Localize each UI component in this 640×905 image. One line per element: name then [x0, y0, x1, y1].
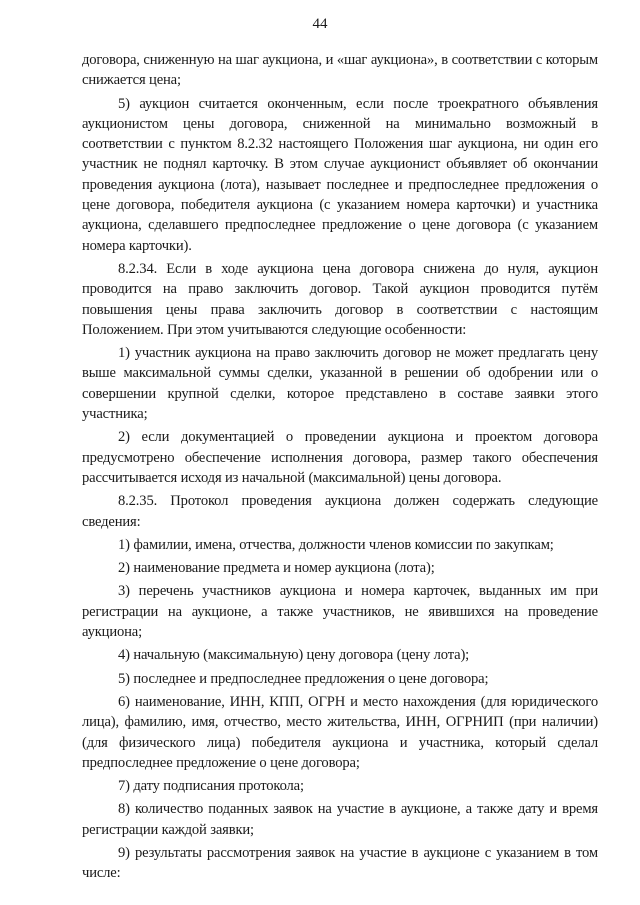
- paragraph-item-5-auction-ended: 5) аукцион считается оконченным, если после троекратного объявления аукционистом цены договора, сниженной на минимально возможный в соответствии с пунктом 8.2.32 настоящего Положения шаг аукциона, ни один его участник не поднял карточку. В этом случае аукционист объявляет об окончании проведения аукциона (лота), называет последнее и предпоследнее предложения о цене договора, победителя аукциона (с указанием номера карточки) и участника аукциона, сделавшего предпоследнее предложение о цене договора (с указанием номера карточки).: [82, 95, 598, 254]
- paragraph-clause-8-2-35-item-9: 9) результаты рассмотрения заявок на участие в аукционе с указанием в том числе:: [82, 844, 598, 882]
- paragraph-clause-8-2-34-item-2: 2) если документацией о проведении аукциона и проектом договора предусмотрено обеспечение исполнения договора, размер такого обеспечения рассчитывается исходя из начальной (максимальной) цены договора.: [82, 429, 598, 486]
- paragraph-clause-8-2-35: 8.2.35. Протокол проведения аукциона должен содержать следующие сведения:: [82, 493, 598, 530]
- paragraph-clause-8-2-35-item-5: 5) последнее и предпоследнее предложения о цене договора;: [118, 670, 489, 687]
- paragraph-clause-8-2-35-item-7: 7) дату подписания протокола;: [118, 778, 304, 795]
- paragraph-clause-8-2-35-item-4: 4) начальную (максимальную) цену договора (цену лота);: [118, 647, 470, 664]
- page-number: 44: [312, 16, 328, 32]
- paragraph-clause-8-2-34: 8.2.34. Если в ходе аукциона цена договора снижена до нуля, аукцион проводится на право заключить договор. Такой аукцион проводится путём повышения цены права заключить договор в соответствии с настоящим Положением. При этом учитываются следующие особенности:: [82, 260, 598, 338]
- paragraph-clause-8-2-35-item-1: 1) фамилии, имена, отчества, должности членов комиссии по закупкам;: [118, 536, 554, 553]
- paragraph-clause-8-2-35-item-2: 2) наименование предмета и номер аукциона (лота);: [118, 560, 435, 577]
- paragraph-clause-8-2-35-item-3: 3) перечень участников аукциона и номера карточек, выданных им при регистрации на аукционе, а также участников, не явившихся на проведение аукциона;: [82, 583, 598, 641]
- paragraph-clause-8-2-35-item-6: 6) наименование, ИНН, КПП, ОГРН и место нахождения (для юридического лица), фамилию, имя, отчество, место жительства, ИНН, ОГРНИП (при наличии) (для физического лица) победителя аукциона и участника, который сделал предпоследнее предложение о цене договора;: [82, 693, 598, 771]
- paragraph-continuation: договора, сниженную на шаг аукциона, и «шаг аукциона», в соответствии с которым снижается цена;: [82, 52, 598, 89]
- paragraph-clause-8-2-34-item-1: 1) участник аукциона на право заключить договор не может предлагать цену выше максимальной суммы сделки, указанной в решении об одобрении или о совершении крупной сделки, которое представлено в составе заявки этого участника;: [82, 345, 598, 423]
- document-body: [82, 50, 598, 887]
- paragraph-clause-8-2-35-item-8: 8) количество поданных заявок на участие в аукционе, а также дату и время регистрации каждой заявки;: [82, 801, 598, 838]
